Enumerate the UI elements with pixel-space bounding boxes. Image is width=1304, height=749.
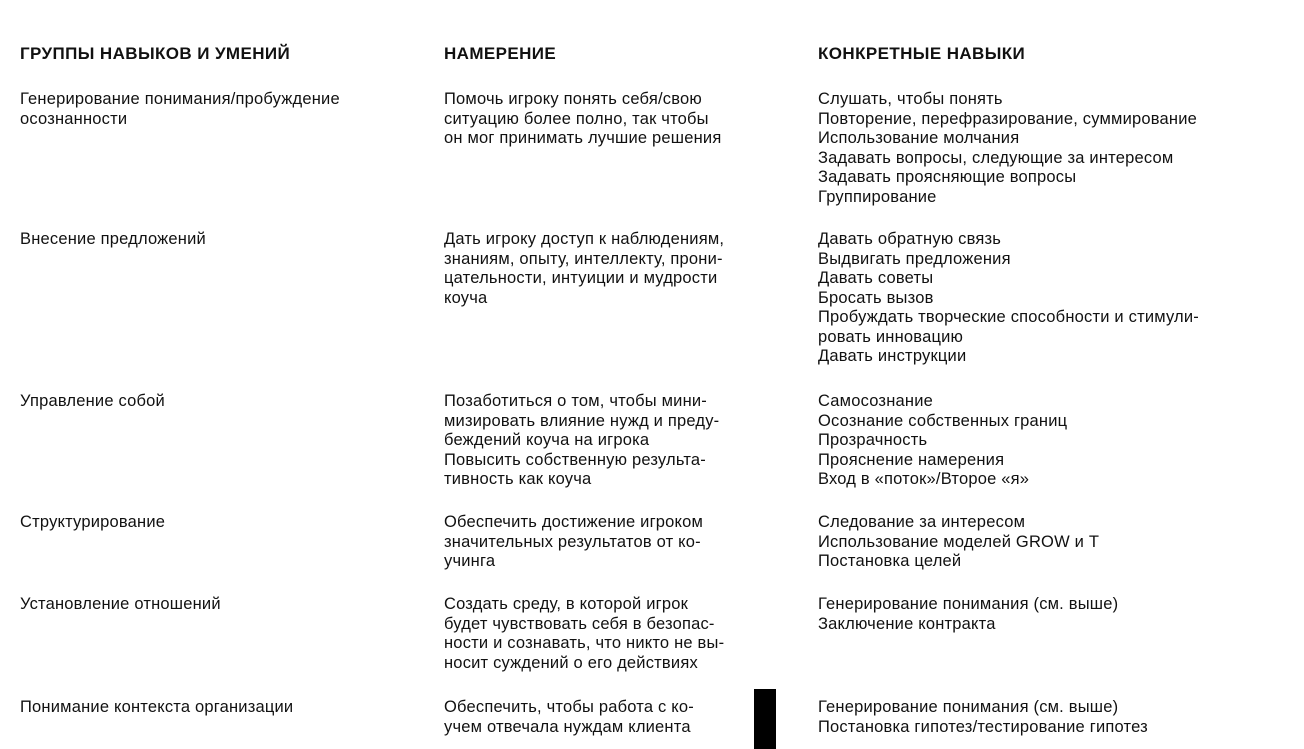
text-line: носит суждений о его действиях [444, 653, 698, 672]
text-line: Позаботиться о том, чтобы мини- [444, 392, 707, 410]
text-line: Генерирование понимания (см. выше) [818, 595, 1119, 613]
text-line: Постановка целей [818, 552, 962, 570]
text-line: Самосознание [818, 392, 933, 410]
text-line: ности и сознавать, что никто не вы- [444, 634, 725, 652]
text-line: Создать среду, в которой игрок [444, 595, 689, 613]
text-line: Давать советы [818, 269, 934, 287]
text-line: беждений коуча на игрока [444, 431, 650, 449]
text-line: Прозрачность [818, 431, 928, 449]
text-line: Структурирование [20, 513, 166, 531]
text-line: Помочь игроку понять себя/свою [444, 90, 702, 108]
row-group [20, 392, 420, 412]
text-line: коуча [444, 288, 488, 307]
text-line: он мог принимать лучшие решения [444, 129, 722, 147]
text-line: Генерирование понимания (см. выше) [818, 698, 1119, 716]
row-group [20, 513, 420, 533]
row-skills [818, 90, 1298, 207]
text-line: Обеспечить, чтобы работа с ко- [444, 698, 694, 716]
text-line: мизировать влияние нужд и преду- [444, 411, 720, 430]
header-groups: ГРУППЫ НАВЫКОВ И УМЕНИЙ [20, 44, 291, 63]
text-line: Использование молчания [818, 129, 1020, 147]
text-line: Задавать проясняющие вопросы [818, 168, 1077, 186]
text-line: Управление собой [20, 392, 165, 410]
text-line: Прояснение намерения [818, 450, 1005, 469]
text-line: ровать инновацию [818, 327, 964, 346]
row-group [20, 90, 420, 129]
text-line: Внесение предложений [20, 230, 206, 248]
row-intent [444, 392, 794, 490]
black-marker-block [754, 689, 776, 749]
text-line: Пробуждать творческие способности и стимули- [818, 308, 1200, 326]
row-skills [818, 698, 1298, 737]
row-intent [444, 513, 794, 572]
text-line: Группирование [818, 187, 937, 206]
text-line: Вход в «поток»/Второе «я» [818, 470, 1030, 488]
text-line: Давать инструкции [818, 347, 967, 365]
row-intent [444, 90, 794, 149]
row-skills [818, 595, 1298, 634]
text-line: будет чувствовать себя в безопас- [444, 614, 715, 633]
text-line: Слушать, чтобы понять [818, 90, 1003, 108]
text-line: знаниям, опыту, интеллекту, прони- [444, 249, 723, 268]
text-line: Задавать вопросы, следующие за интересом [818, 148, 1174, 167]
text-line: Понимание контекста организации [20, 698, 294, 716]
text-line: Обеспечить достижение игроком [444, 513, 704, 531]
header-skills: КОНКРЕТНЫЕ НАВЫКИ [818, 44, 1026, 63]
text-line: Следование за интересом [818, 513, 1026, 531]
row-intent [444, 698, 794, 737]
text-line: значительных результатов от ко- [444, 532, 701, 551]
text-line: Постановка гипотез/тестирование гипотез [818, 717, 1148, 736]
row-group [20, 230, 420, 250]
text-line: осознанности [20, 109, 128, 128]
header-intent: НАМЕРЕНИЕ [444, 44, 557, 63]
row-group [20, 698, 420, 718]
text-line: Повысить собственную результа- [444, 450, 706, 469]
text-line: ситуацию более полно, так чтобы [444, 109, 709, 128]
row-skills [818, 513, 1298, 572]
text-line: Повторение, перефразирование, суммирование [818, 109, 1198, 128]
row-skills [818, 230, 1298, 367]
text-line: Дать игроку доступ к наблюдениям, [444, 230, 725, 248]
row-intent [444, 230, 794, 308]
text-line: учинга [444, 552, 496, 570]
text-line: тивность как коуча [444, 470, 592, 488]
text-line: Давать обратную связь [818, 230, 1002, 248]
text-line: Установление отношений [20, 595, 221, 613]
text-line: учем отвечала нуждам клиента [444, 717, 691, 736]
text-line: Генерирование понимания/пробуждение [20, 90, 340, 108]
row-intent [444, 595, 794, 673]
text-line: цательности, интуиции и мудрости [444, 269, 718, 287]
row-skills [818, 392, 1298, 490]
text-line: Выдвигать предложения [818, 249, 1011, 268]
text-line: Бросать вызов [818, 288, 934, 307]
text-line: Заключение контракта [818, 614, 996, 633]
text-line: Осознание собственных границ [818, 411, 1068, 430]
row-group [20, 595, 420, 615]
text-line: Использование моделей GROW и Т [818, 532, 1100, 551]
